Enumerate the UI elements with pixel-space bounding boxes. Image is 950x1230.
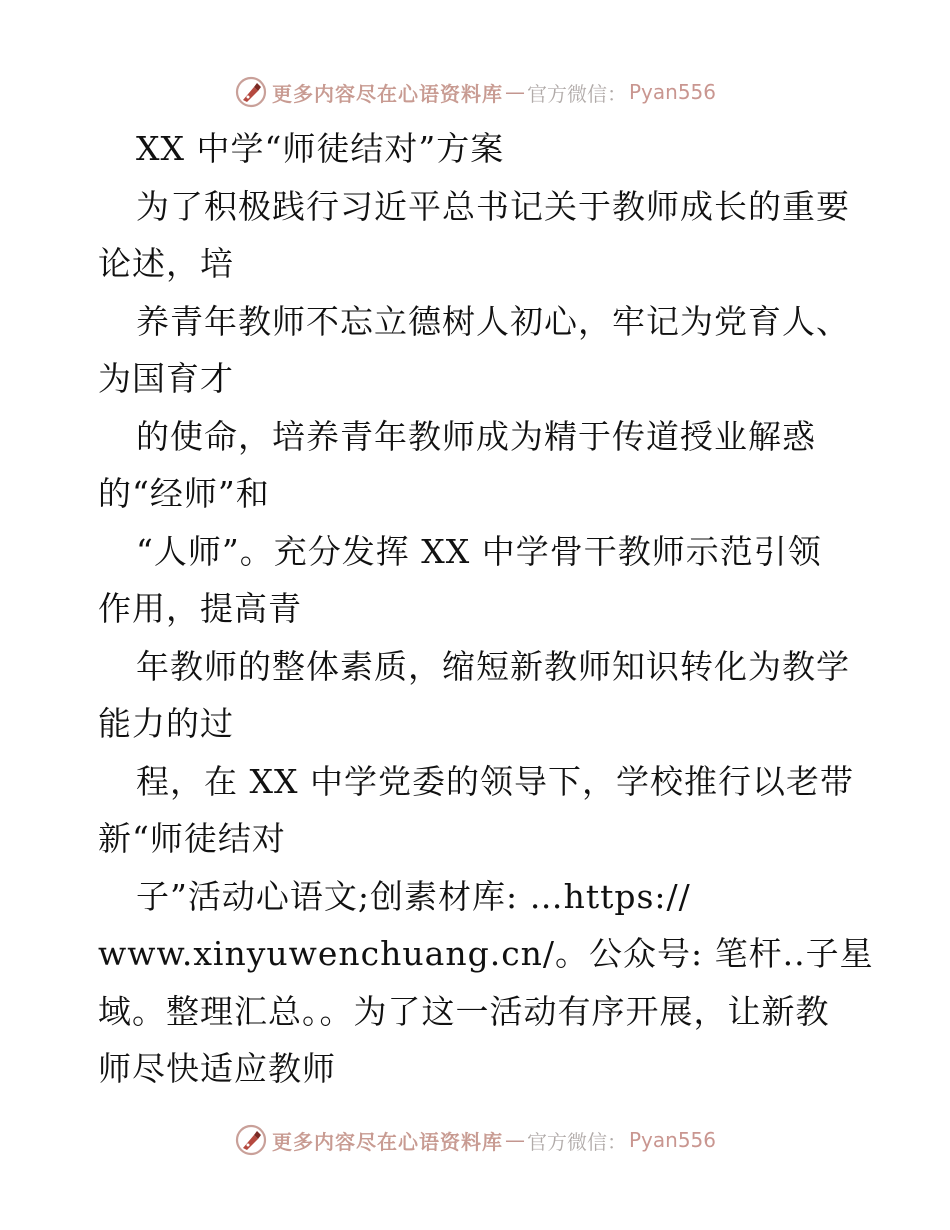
- watermark-wechat-id: Pyan556: [628, 80, 716, 104]
- document-line: 子”活动心语文;创素材库: …https://: [136, 876, 691, 916]
- document-line: www.xinyuwenchuang.cn/。公众号: 笔杆..子星: [98, 934, 874, 973]
- watermark-separator: —: [504, 1128, 525, 1152]
- document-line: 的“经师”和: [98, 474, 270, 513]
- watermark-separator: —: [504, 80, 525, 104]
- document-line: 程，在 XX 中学党委的领导下，学校推行以老带: [136, 761, 854, 801]
- header-watermark: [0, 70, 950, 114]
- document-line: 能力的过: [98, 704, 234, 743]
- watermark-site-text: 更多内容尽在心语资料库: [271, 81, 503, 106]
- document-line: “人师”。充分发挥 XX 中学骨干教师示范引领: [136, 531, 822, 571]
- watermark-site-text: 更多内容尽在心语资料库: [271, 1129, 503, 1154]
- document-line: 师尽快适应教师: [98, 1049, 336, 1088]
- footer-watermark: [0, 1118, 950, 1162]
- document-line: 新“师徒结对: [98, 819, 286, 858]
- document-body: [98, 120, 874, 1098]
- document-line: 论述，培: [98, 244, 234, 283]
- watermark-wechat-label: 官方微信：: [526, 81, 627, 106]
- pen-nib-logo-icon: [234, 1123, 268, 1157]
- document-line: 的使命，培养青年教师成为精于传道授业解惑: [136, 416, 816, 456]
- watermark-wechat-id: Pyan556: [628, 1128, 716, 1152]
- watermark-brand: [234, 75, 716, 109]
- document-line: 年教师的整体素质，缩短新教师知识转化为教学: [136, 646, 850, 686]
- document-line: 为国育才: [98, 359, 234, 398]
- watermark-wechat-label: 官方微信：: [526, 1129, 627, 1154]
- document-line: 域。整理汇总。。为了这一活动有序开展，让新教: [98, 991, 830, 1031]
- document-line: XX 中学“师徒结对”方案: [136, 129, 505, 168]
- pen-nib-logo-icon: [234, 75, 268, 109]
- document-line: 养青年教师不忘立德树人初心，牢记为党育人、: [136, 301, 850, 341]
- document-line: 作用，提高青: [98, 589, 302, 628]
- watermark-brand: [234, 1123, 716, 1157]
- document-line: 为了积极践行习近平总书记关于教师成长的重要: [136, 186, 850, 226]
